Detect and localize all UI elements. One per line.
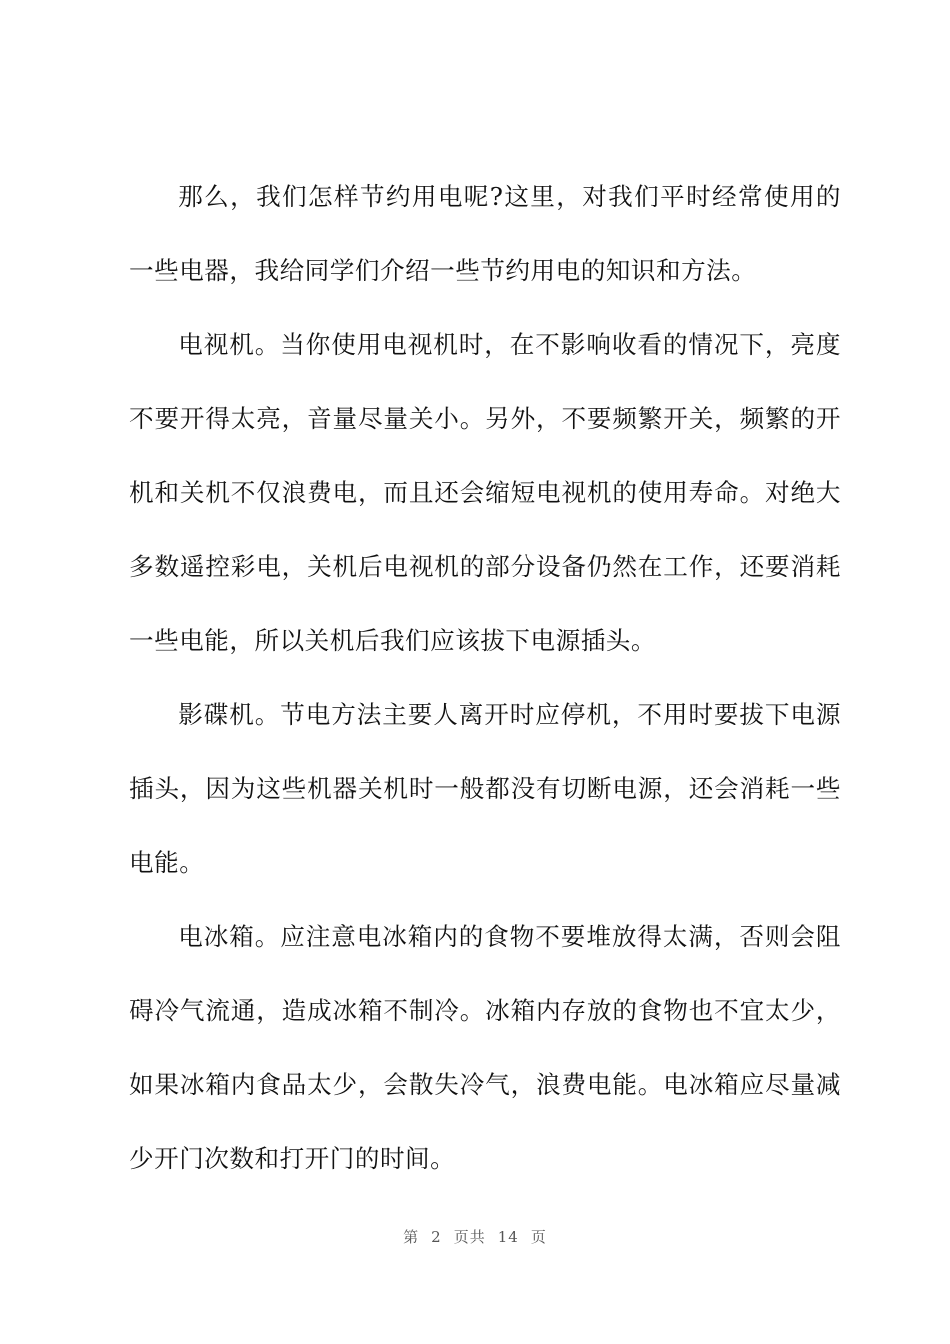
footer-current-page: 2: [431, 1228, 442, 1246]
footer-suffix: 页: [530, 1228, 547, 1246]
document-body: [129, 160, 841, 1196]
paragraph-refrigerator: 电冰箱。应注意电冰箱内的食物不要堆放得太满，否则会阻碍冷气流通，造成冰箱不制冷。冰箱内存放的食物也不宜太少，如果冰箱内食品太少，会散失冷气，浪费电能。电冰箱应尽量减少开门次数和打开门的时间。: [129, 922, 841, 1173]
paragraph-tv: 电视机。当你使用电视机时，在不影响收看的情况下，亮度不要开得太亮，音量尽量关小。另外，不要频繁开关，频繁的开机和关机不仅浪费电，而且还会缩短电视机的使用寿命。对绝大多数遥控彩电，关机后电视机的部分设备仍然在工作，还要消耗一些电能，所以关机后我们应该拔下电源插头。: [129, 330, 841, 655]
footer-prefix: 第: [403, 1228, 420, 1246]
page-footer: [0, 1226, 950, 1247]
paragraph-dvd-player: 影碟机。节电方法主要人离开时应停机，不用时要拔下电源插头，因为这些机器关机时一般都没有切断电源，还会消耗一些电能。: [129, 700, 841, 877]
paragraph-intro: 那么，我们怎样节约用电呢?这里，对我们平时经常使用的一些电器，我给同学们介绍一些节约用电的知识和方法。: [129, 182, 841, 285]
footer-total-pages: 14: [497, 1228, 519, 1246]
footer-middle: 页共: [453, 1228, 486, 1246]
